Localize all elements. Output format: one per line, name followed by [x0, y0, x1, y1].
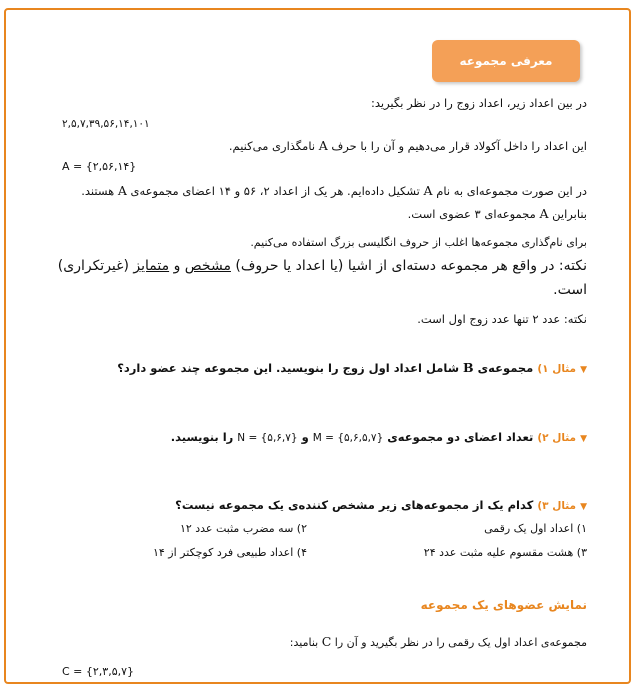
section-title-box — [432, 40, 580, 82]
note-2: نکته: عدد ۲ تنها عدد زوج اول است. — [417, 312, 587, 326]
note-1-post: (غیرتکراری) — [57, 258, 129, 274]
note-1-word-distinct: متمایز — [133, 258, 170, 274]
set-c: C = {۲,۳,۵,۷} — [62, 665, 135, 678]
triangle-icon: ▼ — [580, 434, 587, 444]
members-line-post: مجموعه‌ای ۳ عضوی است. — [407, 207, 536, 221]
note-1-and: و — [173, 258, 181, 274]
set-a: A = {۲,۵۶,۱۴} — [62, 160, 137, 173]
option-1: ۱) اعداد اول یک رقمی — [484, 522, 587, 535]
note-1 — [58, 258, 587, 274]
letter-a: A — [117, 183, 127, 198]
example-2-pre: تعداد اعضای دو مجموعه‌ی — [387, 430, 534, 444]
set-m: M = {۵,۶,۵,۷} — [312, 432, 384, 444]
c-line-post: بنامید: — [289, 636, 319, 649]
example-1-label: مثال ۱) — [537, 363, 577, 375]
members-line-pre: بنابراین — [552, 207, 587, 221]
members-line — [408, 206, 587, 221]
example-2 — [171, 430, 587, 444]
letter-a: A — [539, 206, 549, 221]
option-3: ۳) هشت مقسوم علیه مثبت عدد ۲۴ — [423, 546, 587, 559]
form-line-post: تشکیل داده‌ایم. هر یک از اعداد ۲، ۵۶ و ۱۴ اعضای مجموعه‌ی — [130, 184, 420, 198]
intro-text: در بین اعداد زیر، اعداد زوج را در نظر بگیرید: — [370, 96, 587, 110]
brace-line-post: نامگذاری می‌کنیم. — [228, 139, 316, 153]
example-2-post: را بنویسید. — [170, 430, 234, 444]
example-3 — [175, 498, 587, 512]
example-2-label: مثال ۲) — [537, 432, 577, 444]
example-1-pre: مجموعه‌ی — [477, 361, 534, 375]
note-1-end: است. — [553, 282, 587, 298]
form-line-pre: در این صورت مجموعه‌ای به نام — [436, 184, 587, 198]
set-n: N = {۵,۶,۷} — [237, 432, 298, 444]
brace-line — [229, 138, 587, 153]
option-4: ۴) اعداد طبیعی فرد کوچکتر از ۱۴ — [152, 546, 307, 559]
note-1-pre: نکته: در واقع هر مجموعه دسته‌ای از اشیا (یا اعداد یا حروف) — [235, 258, 587, 274]
option-2: ۲) سه مضرب مثبت عدد ۱۲ — [179, 522, 307, 535]
naming-line: برای نام‌گذاری مجموعه‌ها اغلب از حروف انگلیسی بزرگ استفاده می‌کنیم. — [250, 236, 587, 249]
letter-a: A — [423, 183, 433, 198]
triangle-icon: ▼ — [580, 365, 587, 375]
section-title: معرفی مجموعه — [459, 54, 553, 68]
note-1-word-specific: مشخص — [184, 258, 231, 274]
letter-a: A — [318, 138, 328, 153]
c-line-pre: مجموعه‌ی اعداد اول یک رقمی را در نظر بگیرید و آن را — [334, 636, 587, 649]
example-1 — [117, 360, 587, 375]
c-line — [290, 634, 587, 649]
letter-c: C — [321, 634, 332, 649]
example-3-label: مثال ۳) — [537, 500, 577, 512]
letter-b: B — [463, 360, 474, 375]
brace-line-pre: این اعداد را داخل آکولاد قرار می‌دهیم و آن را با حرف — [331, 139, 587, 153]
triangle-icon: ▼ — [580, 502, 587, 512]
form-line — [81, 183, 587, 198]
example-2-and: و — [301, 430, 309, 444]
example-3-question: کدام یک از مجموعه‌های زیر مشخص کننده‌ی یک مجموعه نیست؟ — [175, 498, 534, 512]
form-line-end: هستند. — [81, 184, 115, 198]
numbers-list: ۲,۵,۷,۳۹,۵۶,۱۴,۱۰۱ — [62, 118, 150, 130]
section-heading: نمایش عضوهای یک مجموعه — [420, 598, 587, 612]
example-1-post: شامل اعداد اول زوج را بنویسید. این مجموعه چند عضو دارد؟ — [117, 361, 459, 375]
